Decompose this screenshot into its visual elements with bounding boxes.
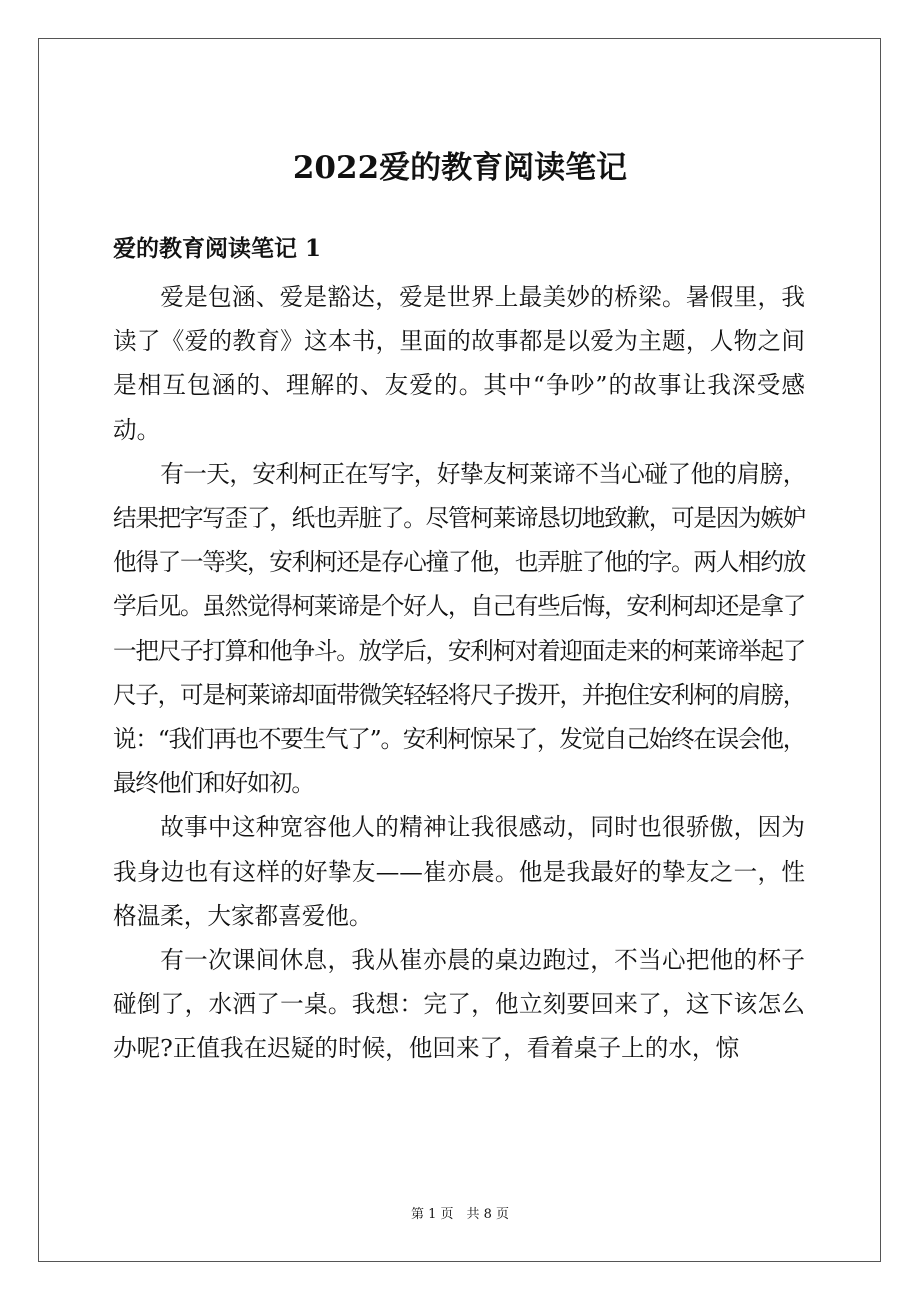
section-heading: 爱的教育阅读笔记 1 [113, 235, 322, 262]
page-number-footer: 第 1 页 共 8 页 [410, 1207, 510, 1222]
paragraph-2: 有一天，安利柯正在写字，好挚友柯莱谛不当心碰了他的肩膀，结果把字写歪了，纸也弄脏了。尽管柯莱谛恳切地致歉，可是因为嫉妒他得了一等奖，安利柯还是存心撞了他，也弄脏了他的字。两人相约放学后见。虽然觉得柯莱谛是个好人，自己有些后悔，安利柯却还是拿了一把尺子打算和他争斗。放学后，安利柯对着迎面走来的柯莱谛举起了尺子，可是柯莱谛却面带微笑轻轻将尺子拨开，并抱住安利柯的肩膀，说：“我们再也不要生气了”。安利柯惊呆了，发觉自己始终在误会他，最终他们和好如初。 [113, 459, 805, 798]
paragraph-4: 有一次课间休息，我从崔亦晨的桌边跑过，不当心把他的杯子碰倒了，水洒了一桌。我想：完了，他立刻要回来了，这下该怎么办呢?正值我在迟疑的时候，他回来了，看着桌子上的水，惊 [113, 946, 805, 1063]
paragraph-1: 爱是包涵、爱是豁达，爱是世界上最美妙的桥梁。暑假里，我读了《爱的教育》这本书，里面的故事都是以爱为主题，人物之间是相互包涵的、理解的、友爱的。其中“争吵”的故事让我深受感动。 [113, 283, 805, 444]
document-body [113, 275, 805, 1071]
paragraph-3: 故事中这种宽容他人的精神让我很感动，同时也很骄傲，因为我身边也有这样的好挚友——崔亦晨。他是我最好的挚友之一，性格温柔，大家都喜爱他。 [113, 813, 805, 930]
document-title: 2022爱的教育阅读笔记 [292, 150, 628, 186]
